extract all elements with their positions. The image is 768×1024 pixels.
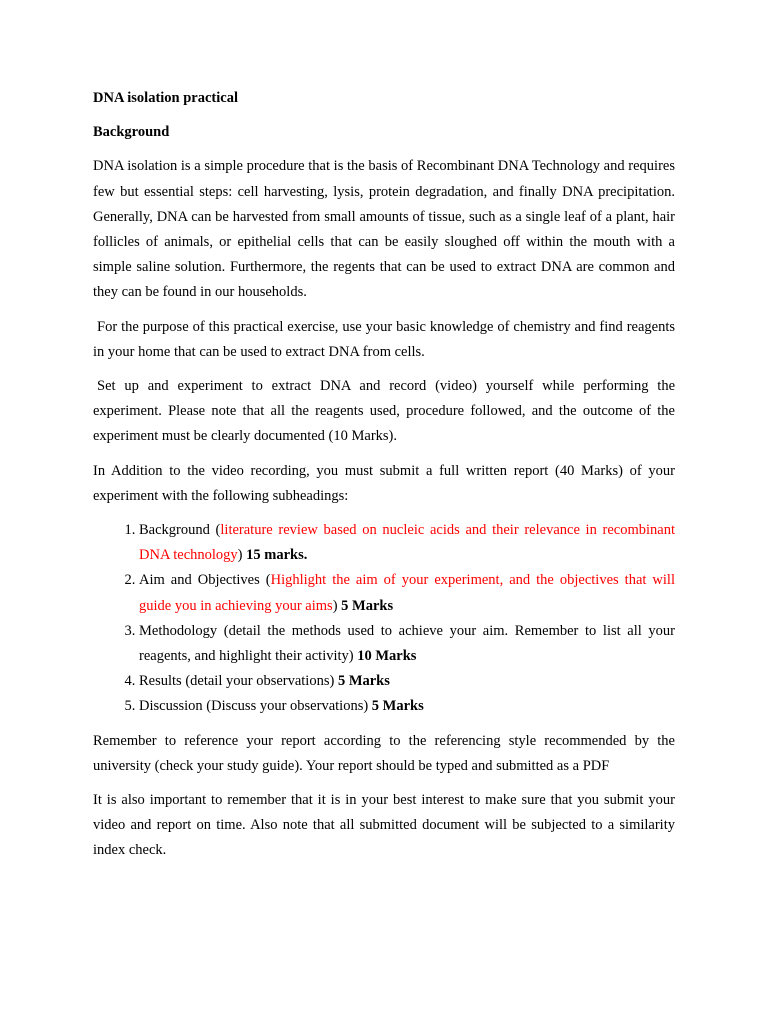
- list-item: [139, 669, 675, 694]
- list-item: [139, 518, 675, 568]
- subheading-label: Background (: [139, 522, 221, 539]
- subheading-label: Results (detail your observations): [139, 673, 338, 690]
- paragraph-report: In Addition to the video recording, you must submit a full written report (40 Marks) of your experiment with the following subheadings:: [93, 462, 675, 504]
- subheading-description: Highlight the aim of your experiment, and the objectives that will guide you in achieving your aims: [139, 572, 675, 614]
- subheading-label: Discussion (Discuss your observations): [139, 698, 372, 715]
- paragraph-setup: Set up and experiment to extract DNA and record (video) yourself while performing the experiment. Please note that all the reagents used, procedure followed, and the outcome of the experiment must be clearly documented (10 Marks).: [93, 378, 675, 445]
- subheading-marks: 5 Marks: [341, 597, 394, 614]
- subheading-close: ): [237, 547, 247, 564]
- list-item: [139, 619, 675, 669]
- subheading-marks: 10 Marks: [357, 648, 417, 665]
- subheading-close: ): [332, 597, 342, 614]
- list-item: [139, 568, 675, 618]
- subheading-label: Aim and Objectives (: [139, 572, 271, 589]
- subheading-description: literature review based on nucleic acids and their relevance in recombinant DNA technology: [139, 522, 675, 564]
- paragraph-purpose: For the purpose of this practical exercise, use your basic knowledge of chemistry and find reagents in your home that can be used to extract DNA from cells.: [93, 318, 675, 360]
- subheading-label: Methodology (detail the methods used to achieve your aim. Remember to list all your reagents, and highlight their activity): [139, 622, 675, 665]
- list-item: [139, 694, 675, 719]
- subheading-marks: 5 Marks: [337, 673, 390, 690]
- subheadings-list: [93, 518, 675, 720]
- paragraph-intro: DNA isolation is a simple procedure that is the basis of Recombinant DNA Technology and requires few but essential steps: cell harvesting, lysis, protein degradation, and finally DNA precipitation. Generally, DNA can be harvested from small amounts of tissue, such as a single leaf of a plant, hair follicles of animals, or epithelial cells that can be easily sloughed off within the mouth with a simple saline solution. Furthermore, the regents that can be used to extract DNA are common and they can be found in our households.: [93, 158, 675, 301]
- document-title: DNA isolation practical: [93, 90, 238, 106]
- paragraph-submission: It is also important to remember that it is in your best interest to make sure that you submit your video and report on time. Also note that all submitted document will be subjected to a similarity index check.: [93, 792, 675, 859]
- subheading-marks: 5 Marks: [371, 698, 424, 715]
- section-heading-background: Background: [93, 124, 170, 141]
- subheading-marks: 15 marks.: [246, 547, 308, 564]
- paragraph-referencing: Remember to reference your report according to the referencing style recommended by the university (check your study guide). Your report should be typed and submitted as a PDF: [93, 732, 675, 774]
